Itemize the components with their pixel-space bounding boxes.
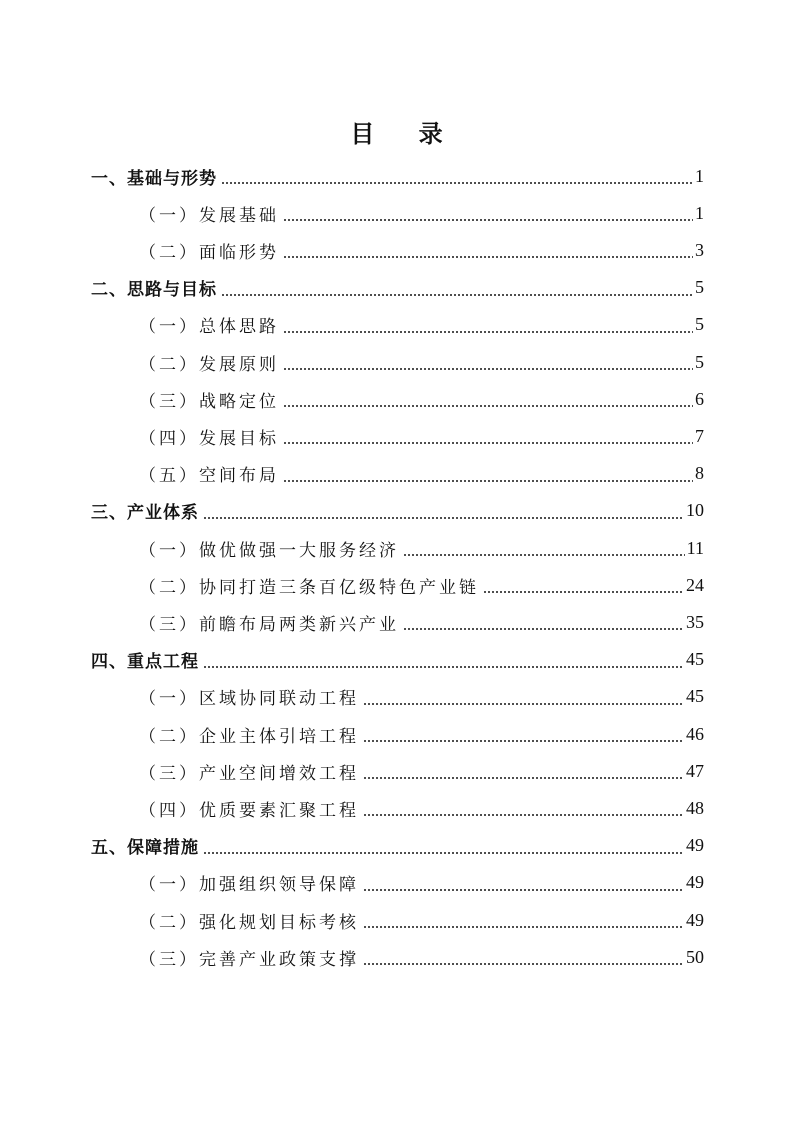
toc-subsection-entry[interactable] [139, 530, 704, 566]
toc-entry-label: （二）企业主体引培工程 [139, 726, 359, 747]
toc-section-entry[interactable] [91, 270, 704, 306]
dot-leader [221, 182, 693, 184]
toc-page-number: 6 [695, 388, 704, 409]
toc-page-number: 5 [695, 314, 704, 335]
toc-page-number: 1 [695, 165, 704, 186]
toc-section-entry[interactable] [91, 642, 704, 678]
toc-subsection-entry[interactable] [139, 902, 704, 938]
toc-page-number: 11 [686, 537, 704, 558]
toc-entry-label: （二）协同打造三条百亿级特色产业链 [139, 577, 479, 598]
toc-entry-label: （一）发展基础 [139, 205, 279, 226]
toc-entry-label: （一）总体思路 [139, 317, 279, 338]
toc-entry-label: （五）空间布局 [139, 466, 279, 487]
toc-page-number: 5 [695, 277, 704, 298]
toc-page-number: 35 [686, 611, 704, 632]
toc-section-entry[interactable] [91, 828, 704, 864]
toc-section-entry[interactable] [91, 158, 704, 194]
toc-subsection-entry[interactable] [139, 753, 704, 789]
toc-subsection-entry[interactable] [139, 679, 704, 715]
toc-entry-label: （二）面临形势 [139, 242, 279, 263]
toc-entry-label: （四）发展目标 [139, 428, 279, 449]
toc-page-number: 8 [695, 463, 704, 484]
dot-leader [363, 740, 684, 742]
toc-page-number: 47 [686, 760, 704, 781]
dot-leader [483, 591, 684, 593]
dot-leader [203, 852, 684, 854]
toc-page-number: 1 [695, 202, 704, 223]
toc-entry-label: 四、重点工程 [91, 652, 199, 673]
dot-leader [283, 219, 693, 221]
dot-leader [203, 517, 684, 519]
toc-page-number: 7 [695, 425, 704, 446]
toc-page-number: 45 [686, 686, 704, 707]
toc-entry-label: （三）前瞻布局两类新兴产业 [139, 614, 399, 635]
toc-entry-label: 一、基础与形势 [91, 168, 217, 189]
dot-leader [283, 480, 693, 482]
dot-leader [403, 628, 684, 630]
dot-leader [283, 256, 693, 258]
toc-subsection-entry[interactable] [139, 456, 704, 492]
toc-subsection-entry[interactable] [139, 418, 704, 454]
toc-entry-label: 二、思路与目标 [91, 280, 217, 301]
toc-page-number: 48 [686, 797, 704, 818]
toc-entry-label: （二）发展原则 [139, 354, 279, 375]
toc-entry-label: （三）战略定位 [139, 391, 279, 412]
toc-entry-label: （一）做优做强一大服务经济 [139, 540, 399, 561]
toc-subsection-entry[interactable] [139, 716, 704, 752]
toc-subsection-entry[interactable] [139, 604, 704, 640]
toc-subsection-entry[interactable] [139, 232, 704, 268]
toc-entry-label: （四）优质要素汇聚工程 [139, 800, 359, 821]
toc-page-number: 45 [686, 649, 704, 670]
dot-leader [363, 926, 684, 928]
dot-leader [221, 294, 693, 296]
toc-section-entry[interactable] [91, 493, 704, 529]
toc-page-number: 49 [686, 909, 704, 930]
toc-page-number: 5 [695, 351, 704, 372]
toc-subsection-entry[interactable] [139, 865, 704, 901]
dot-leader [403, 554, 685, 556]
dot-leader [363, 814, 684, 816]
dot-leader [283, 331, 693, 333]
toc-page-number: 49 [686, 872, 704, 893]
toc-subsection-entry[interactable] [139, 381, 704, 417]
toc-page-number: 46 [686, 723, 704, 744]
dot-leader [363, 889, 684, 891]
toc-entry-label: 三、产业体系 [91, 503, 199, 524]
toc-subsection-entry[interactable] [139, 307, 704, 343]
toc-entry-label: （三）产业空间增效工程 [139, 763, 359, 784]
dot-leader [203, 666, 684, 668]
toc-entry-label: （一）加强组织领导保障 [139, 875, 359, 896]
toc-subsection-entry[interactable] [139, 939, 704, 975]
toc-page-number: 49 [686, 835, 704, 856]
toc-page-number: 10 [686, 500, 704, 521]
toc-entry-label: （二）强化规划目标考核 [139, 912, 359, 933]
toc-subsection-entry[interactable] [139, 790, 704, 826]
toc-page-number: 24 [686, 574, 704, 595]
toc-entry-label: 五、保障措施 [91, 838, 199, 859]
dot-leader [363, 963, 684, 965]
page-title: 目 录 [350, 120, 461, 148]
dot-leader [283, 405, 693, 407]
toc-subsection-entry[interactable] [139, 195, 704, 231]
dot-leader [283, 368, 693, 370]
toc-subsection-entry[interactable] [139, 344, 704, 380]
dot-leader [363, 703, 684, 705]
toc-subsection-entry[interactable] [139, 567, 704, 603]
dot-leader [283, 442, 693, 444]
toc-entry-label: （三）完善产业政策支撑 [139, 949, 359, 970]
toc-page-number: 50 [686, 946, 704, 967]
toc-entry-label: （一）区域协同联动工程 [139, 689, 359, 710]
toc-page-number: 3 [695, 239, 704, 260]
dot-leader [363, 777, 684, 779]
